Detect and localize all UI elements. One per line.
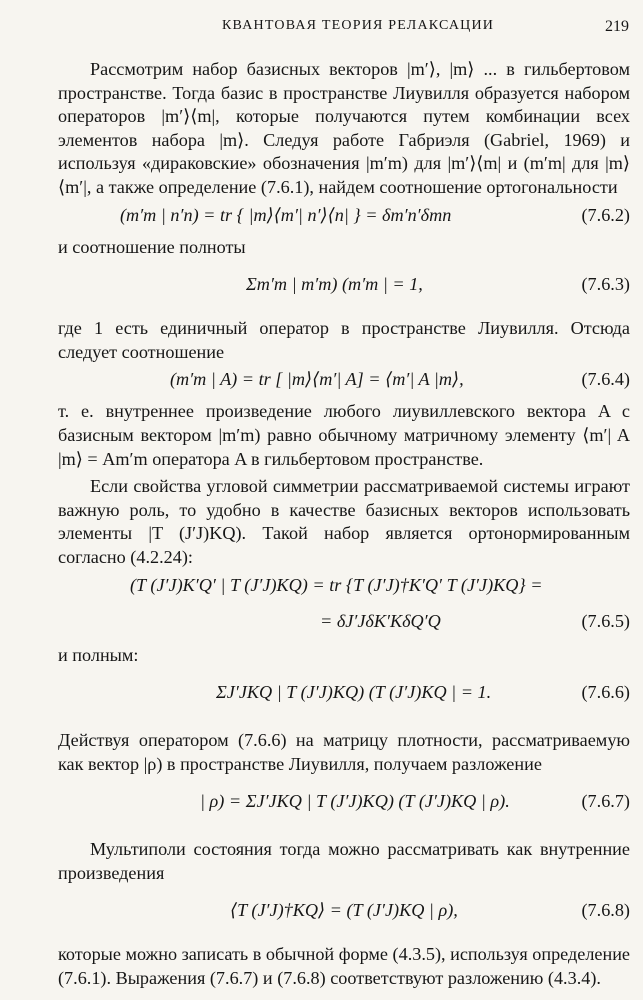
equation-7-6-6-formula: ΣJ′JKQ | T (J′J)KQ) (T (J′J)KQ | = 1. (216, 682, 492, 703)
equation-7-6-4-formula: (m′m | A) = tr [ |m⟩⟨m′| A] = ⟨m′| A |m⟩, (170, 369, 464, 390)
equation-7-6-3-number: (7.6.3) (581, 274, 630, 295)
paragraph-conclusion: которые можно записать в обычной форме (4.3.5), используя определение (7.6.1). Выражения (7.6.7) и (7.6.8) соответствуют разложению (4.3.4). (58, 944, 631, 989)
running-header (0, 18, 643, 40)
equation-7-6-2 (58, 204, 630, 232)
equation-7-6-6-number: (7.6.6) (581, 682, 630, 703)
equation-7-6-4 (58, 368, 630, 396)
paragraph-density-matrix: Действуя оператором (7.6.6) на матрицу плотности, рассматриваемую как вектор |ρ) в пространстве Лиувилля, получаем разложение (58, 730, 630, 774)
paragraph-inner-product: т. е. внутреннее произведение любого лиувиллевского вектора A с базисным вектором |m′m) равно обычному матричному элементу ⟨m′| A |m⟩ = Am′m оператора A в гильбертовом пространстве. (58, 401, 630, 469)
paragraph-multipoles: Мультиполи состояния тогда можно рассматривать как внутренние произведения (58, 839, 630, 883)
equation-7-6-5-line2: = δJ′JδK′KδQ′Q (320, 610, 441, 631)
equation-7-6-8 (58, 889, 630, 939)
equation-7-6-8-formula: ⟨T (J′J)†KQ⟩ = (T (J′J)KQ | ρ), (230, 900, 458, 921)
equation-7-6-3-formula: Σm′m | m′m) (m′m | = 1, (246, 274, 423, 295)
page-number: 219 (605, 18, 629, 35)
page-body (58, 58, 630, 991)
equation-7-6-5-number: (7.6.5) (581, 610, 630, 631)
paragraph-basis-vectors: Рассмотрим набор базисных векторов |m′⟩, |m⟩ ... в гильбертовом пространстве. Тогда базис в пространстве Лиувилля образуется набором операторов |m′⟩⟨m|, которые получаются путем комбинации всех элементов набора |m⟩. Следуя работе Габриэля (Gabriel, 1969) и используя «дираковские» обозначения |m′m) для |m′⟩⟨m| и (m′m| для |m⟩⟨m′|, а также определение (7.6.1), найдем соотношение ортогональности (58, 59, 630, 197)
equation-7-6-4-number: (7.6.4) (581, 369, 630, 390)
equation-7-6-6 (58, 671, 630, 721)
paragraph-unit-operator: где 1 есть единичный оператор в пространстве Лиувилля. Отсюда следует соотношение (58, 318, 630, 362)
equation-7-6-7-number: (7.6.7) (581, 791, 630, 812)
equation-7-6-7-formula: | ρ) = ΣJ′JKQ | T (J′J)KQ) (T (J′J)KQ | ρ). (200, 791, 510, 812)
paragraph-complete: и полным: (58, 644, 139, 665)
equation-7-6-2-formula: (m′m | n′n) = tr { |m⟩⟨m′| n′⟩⟨n| } = δm′n′δmn (120, 204, 452, 225)
equation-7-6-7 (58, 780, 630, 830)
equation-7-6-8-number: (7.6.8) (581, 900, 630, 921)
running-title: КВАНТОВАЯ ТЕОРИЯ РЕЛАКСАЦИИ (222, 18, 495, 33)
paragraph-completeness: и соотношение полноты (58, 236, 246, 257)
equation-7-6-2-number: (7.6.2) (581, 204, 630, 225)
equation-7-6-3 (58, 263, 630, 313)
paragraph-angular-symmetry: Если свойства угловой симметрии рассматриваемой системы играют важную роль, то удобно в качестве базисных векторов использовать элементы |T (J′J)KQ). Такой набор является ортонормированным согласно (4.2.24): (58, 476, 630, 567)
equation-7-6-5-line1: (T (J′J)K′Q′ | T (J′J)KQ) = tr {T (J′J)†K′Q′ T (J′J)KQ} = (130, 574, 543, 595)
equation-7-6-5 (58, 574, 630, 640)
